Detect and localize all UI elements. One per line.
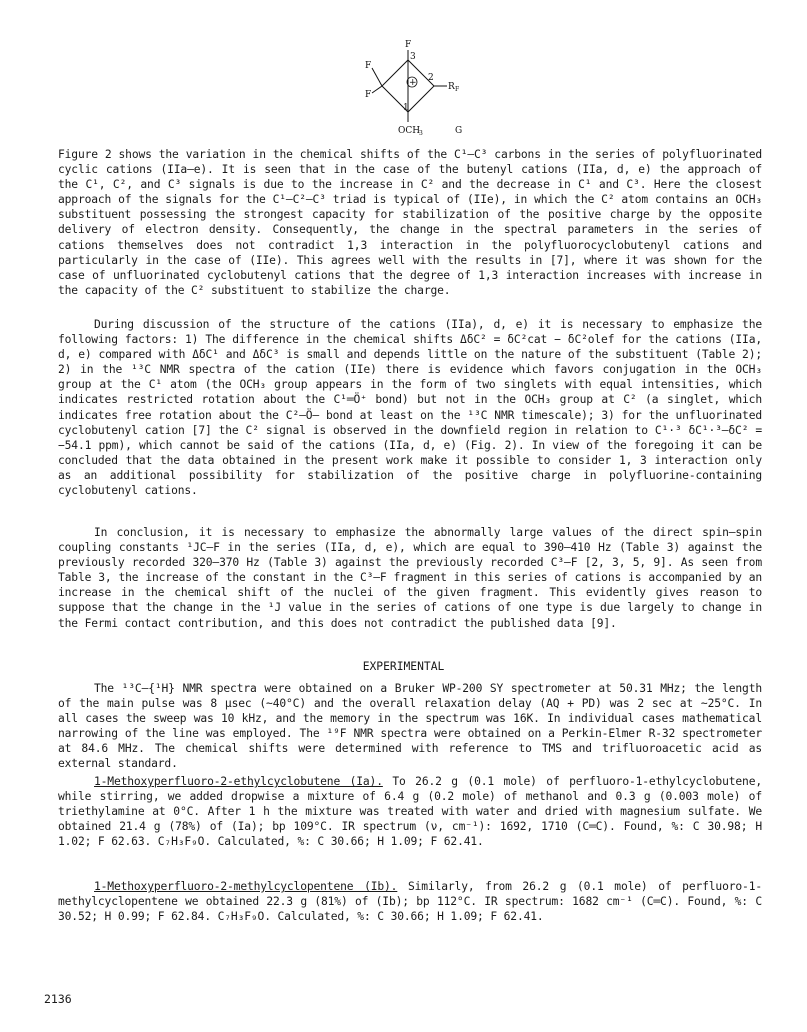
label-rf: R — [448, 82, 455, 92]
label-f-left-upper: F — [365, 61, 372, 71]
page-number: 2136 — [44, 992, 72, 1006]
f-bond-lower — [372, 86, 382, 93]
label-och3-sub: 3 — [419, 130, 423, 137]
paragraph-nmr-methods: The ¹³C–{¹H} NMR spectra were obtained on a Bruker WP-200 SY spectrometer at 50.31 MHz; the length of the main pulse was 8 μsec (~40°C) and the overall relaxation delay (AQ + PD) was 2 sec at ~25°C. In all cases the sweep was 10 kHz, and the memory in the spectrum was 16K. In individual cases mathematical narrowing of the line was employed. The ¹⁹F NMR spectra were obtained on a Perkin-Elmer R-32 spectrometer at 84.6 MHz. The chemical shifts were determined with reference to TMS and trifluoroacetic acid as external standard. — [58, 682, 762, 771]
compound-ia-body: To 26.2 g (0.1 mole) of perfluoro-1-ethylcyclobutene, while stirring, we added dropwise a mixture of 6.4 g (0.2 mole) of methanol and 0.3 g (0.003 mole) of triethylamine at 0°C. After 1 h the mixture was treated with water and dried with magnesium sulfate. We obtained 21.4 g (78%) of (Ia); bp 109°C. IR spectrum (ν, cm⁻¹): 1692, 1710 (C═C). Found, %: C 30.98; H 1.02; F 62.63. C₇H₃F₉O. Calculated, %: C 30.66; H 1.09; F 62.41. — [58, 775, 762, 849]
compound-ia-title: 1-Methoxyperfluoro-2-ethylcyclobutene (Ia). — [94, 775, 383, 788]
paragraph-structure-discussion: During discussion of the structure of the cations (IIa), d, e) it is necessary to emphasize the following factors: 1) The difference in the chemical shifts ΔδC² = δC²cat − δC²olef for the cations (IIa, d, e) compared with ΔδC¹ and ΔδC³ is small and depends little on the nature of the substituent (Table 2); 2) in the ¹³C NMR spectra of the cation (IIe) there is evidence which favors conjugation in the OCH₃ group at the C¹ atom (the OCH₃ group appears in the form of two singlets with equal intensities, which indicates restricted rotation about the C¹═Ö⁺ bond) but not in the OCH₃ group at C² (a singlet, which indicates free rotation about the C²–Ö– bond at least on the ¹³C NMR timescale); 3) for the unfluorinated cyclobutenyl cation [7] the C² signal is observed in the downfield region in relation to C¹·³ δC¹·³–δC² = −54.1 ppm), which cannot be said of the cations (IIa, d, e) (Fig. 2). In view of the foregoing it can be concluded that the data obtained in the present work make it possible to consider 1, 3 interaction only as an additional possibility for stabilization of the positive charge in polyfluorine-containing cyclobutenyl cations. — [58, 318, 762, 498]
label-c1: 1 — [403, 103, 409, 113]
label-c3: 3 — [410, 52, 416, 62]
label-c2: 2 — [428, 73, 434, 83]
f-bond-upper — [372, 68, 382, 86]
label-och3: OCH — [398, 126, 421, 136]
paragraph-conclusion: In conclusion, it is necessary to emphasize the abnormally large values of the direct spin–spin coupling constants ¹JC–F in the series (IIa, d, e), which are equal to 390–410 Hz (Table 3) against the previously recorded 320–370 Hz (Table 3) against the previously recorded C³–F [2, 3, 5, 9]. As seen from Table 3, the increase of the constant in the C³–F fragment in this series of cations is accompanied by an increase in the chemical shift of the nuclei of the given fragment. This evidently gives reason to suppose that the change in the ¹J value in the series of cations of one type is due largely to change in the Fermi contact contribution, and this does not contradict the published data [9]. — [58, 526, 762, 630]
label-f-left-lower: F — [365, 90, 372, 100]
label-f-top: F — [405, 40, 412, 50]
cation-structure-diagram — [350, 38, 470, 138]
label-plus: + — [409, 78, 417, 88]
paragraph-compound-ib — [58, 879, 762, 924]
label-g: G — [455, 126, 463, 136]
paragraph-compound-ia — [58, 774, 762, 849]
compound-ib-body: Similarly, from 26.2 g (0.1 mole) of perfluoro-1-methylcyclopentene we obtained 22.3 g (81%) of (Ib); bp 112°C. IR spectrum: 1682 cm⁻¹ (C═C). Found, %: C 30.52; H 0.99; F 62.84. C₇H₃F₉O. Calculated, %: C 30.66; H 1.09; F 62.41. — [58, 880, 762, 924]
paragraph-cation-shifts: Figure 2 shows the variation in the chemical shifts of the C¹–C³ carbons in the series of polyfluorinated cyclic cations (IIa–e). It is seen that in the case of the butenyl cations (IIa, d, e) the approach of the C¹, C², and C³ signals is due to the increase in C² and the decrease in C¹ and C³. Here the closest approach of the signals for the C¹–C²–C³ triad is typical of (IIe), in which the C² atom contains an OCH₃ substituent possessing the strongest capacity for stabilization of the positive charge by the opposite delivery of electron density. Consequently, the change in the spectral parameters in the series of cations themselves does not contradict 1,3 interaction in the polyfluorocyclobutenyl cations and particularly in the case of (IIe). This agrees well with the results in [7], where it was shown for the case of unfluorinated cyclobutenyl cations that the degree of 1,3 interaction increases with increase in the capacity of the C² substituent to stabilize the charge. — [58, 148, 762, 297]
compound-ib-title: 1-Methoxyperfluoro-2-methylcyclopentene (Ib). — [94, 880, 398, 893]
section-heading-experimental: EXPERIMENTAL — [362, 660, 445, 673]
label-rf-sub: F — [455, 86, 460, 93]
